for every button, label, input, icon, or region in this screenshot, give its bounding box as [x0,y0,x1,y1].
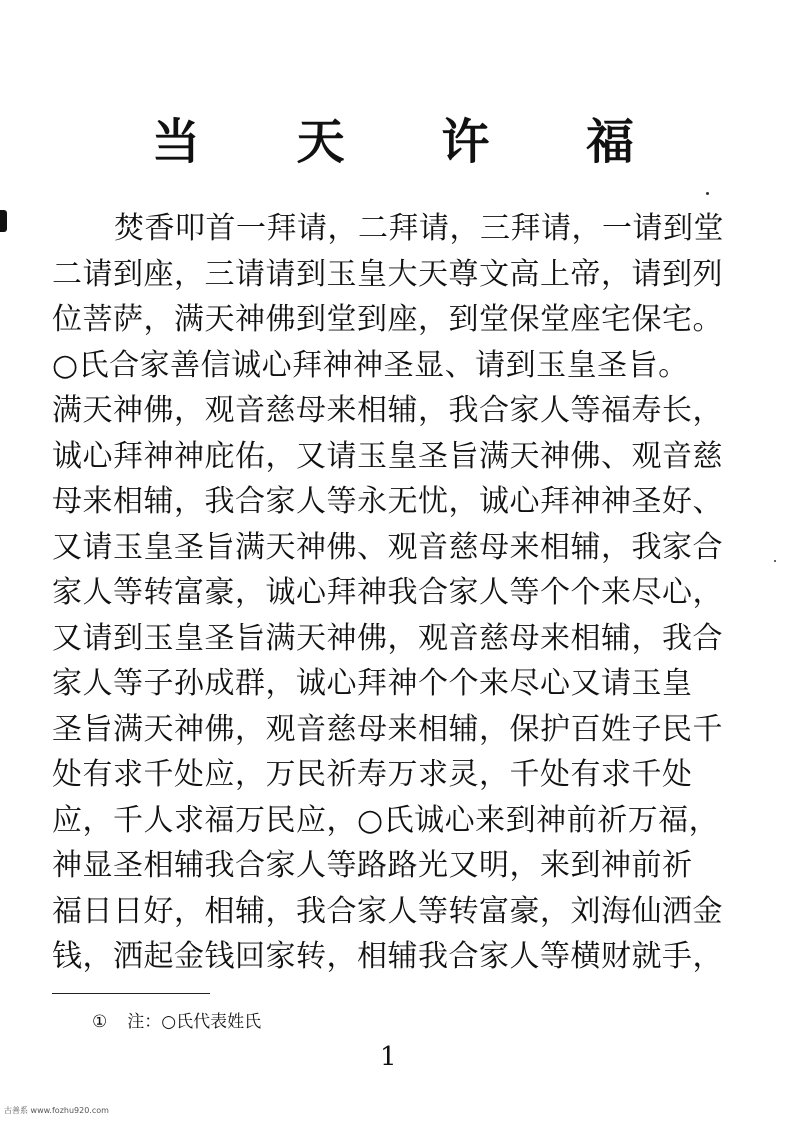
paragraph-line: 神显圣相辅我合家人等路路光又明，来到神前祈 [52,848,693,883]
paragraph-line: 二请到座，三请请到玉皇大天尊文高上帝，请到列 [52,256,723,292]
scan-speck [774,560,776,562]
paragraph-line: 焚香叩首一拜请，二拜请，三拜请，一请到堂 [114,211,724,246]
footnote-text: 注：○氏代表姓氏 [127,1012,262,1032]
paragraph-line: 又请玉皇圣旨满天神佛、观音慈母来相辅，我家合 [52,529,723,565]
footnote [92,1010,261,1034]
paragraph-line: 圣旨满天神佛，观音慈母来相辅，保护百姓子民千 [52,711,723,747]
paragraph-line: 母来相辅，我合家人等永无忧，诚心拜神神圣好、 [52,484,723,519]
paragraph-line: 福日日好，相辅，我合家人等转富豪，刘海仙洒金 [52,893,723,929]
paragraph-line: 应，千人求福万民应，○氏诚心来到神前祈万福， [52,802,720,838]
page-number: 1 [380,1042,397,1072]
footnote-marker: ① [92,1012,108,1032]
paragraph-line: 处有求千处应，万民祈寿万求灵，千处有求千处 [52,757,693,792]
body-paragraph [52,206,740,980]
paragraph-line: 家人等转富豪，诚心拜神我合家人等个个来尽心， [52,575,723,610]
page-title: 当 天 许 福 [151,114,675,170]
paragraph-line: 诚心拜神神庇佑，又请玉皇圣旨满天神佛、观音慈 [52,438,723,474]
paragraph-line: ○氏合家善信诚心拜神神圣显、请到玉皇圣旨。 [52,347,689,383]
paragraph-line: 钱，洒起金钱回家转，相辅我合家人等横财就手， [52,939,723,974]
paragraph-line: 满天神佛，观音慈母来相辅，我合家人等福寿长， [52,393,723,428]
footnote-divider [52,993,210,994]
paragraph-line: 家人等子孙成群，诚心拜神个个来尽心又请玉皇 [52,666,693,701]
paragraph-line: 位菩萨，满天神佛到堂到座，到堂保堂座宅保宅。 [52,302,723,337]
scan-edge-mark [0,210,7,232]
paragraph-line: 又请到玉皇圣旨满天神佛，观音慈母来相辅，我合 [52,620,723,656]
watermark: 古善系 www.fozhu920.com [4,1106,109,1115]
scan-speck [706,192,709,195]
